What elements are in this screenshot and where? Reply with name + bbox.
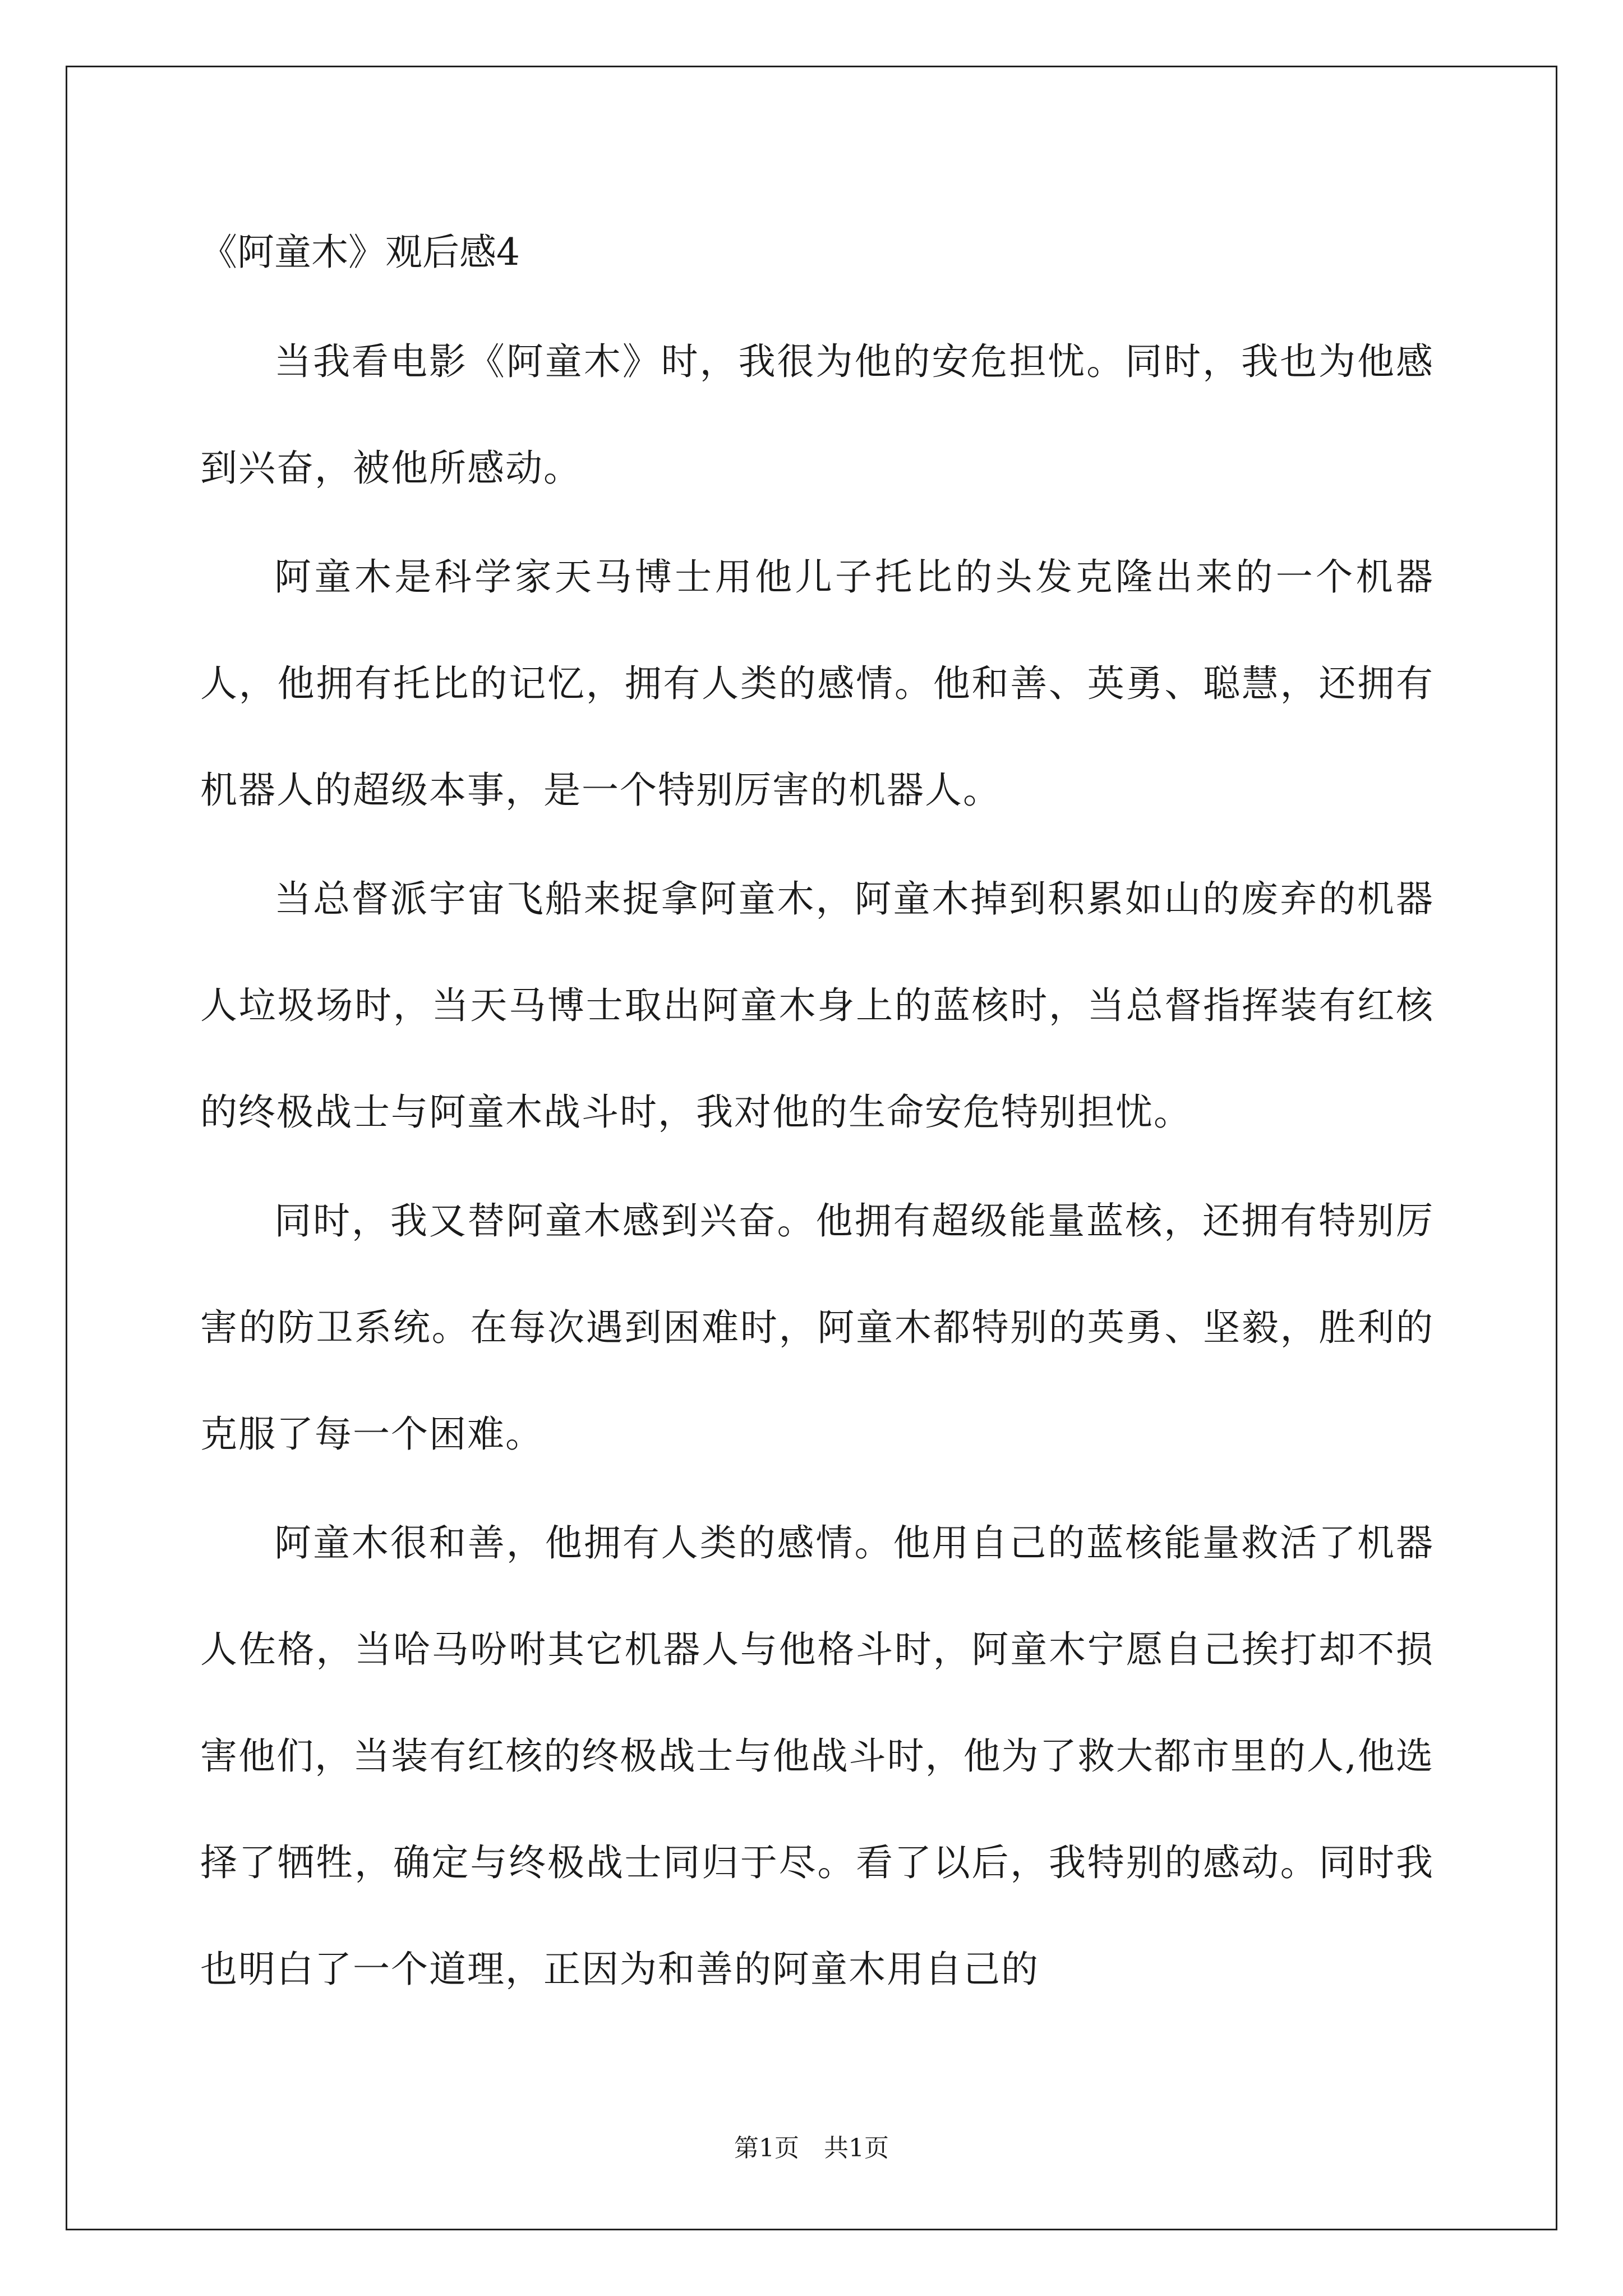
document-title: 《阿童木》观后感4 [200, 231, 520, 274]
paragraph-4: 同时，我又替阿童木感到兴奋。他拥有超级能量蓝核，还拥有特别厉害的防卫系统。在每次遇到困难时，阿童木都特别的英勇、坚毅，胜利的克服了每一个困难。 [200, 1199, 1434, 1456]
paragraph-5: 阿童木很和善，他拥有人类的感情。他用自己的蓝核能量救活了机器人佐格，当哈马吩咐其它机器人与他格斗时，阿童木宁愿自己挨打却不损害他们，当装有红核的终极战士与他战斗时，他为了救大都市里的人,他选择了牺牲，确定与终极战士同归于尽。看了以后，我特别的感动。同时我也明白了一个道理，正因为和善的阿童木用自己的 [200, 1521, 1434, 1991]
paragraph-2: 阿童木是科学家天马博士用他儿子托比的头发克隆出来的一个机器人，他拥有托比的记忆，拥有人类的感情。他和善、英勇、聪慧，还拥有机器人的超级本事，是一个特别厉害的机器人。 [200, 555, 1434, 812]
paragraph-3: 当总督派宇宙飞船来捉拿阿童木，阿童木掉到积累如山的废弃的机器人垃圾场时，当天马博士取出阿童木身上的蓝核时，当总督指挥装有红核的终极战士与阿童木战斗时，我对他的生命安危特别担忧。 [200, 877, 1434, 1134]
document-body [200, 219, 1434, 2025]
page-number: 第1页 [734, 2134, 799, 2162]
paragraph-1: 当我看电影《阿童木》时，我很为他的安危担忧。同时，我也为他感到兴奋，被他所感动。 [200, 340, 1434, 490]
page-footer [0, 2132, 1623, 2165]
page-total: 共1页 [824, 2134, 889, 2162]
